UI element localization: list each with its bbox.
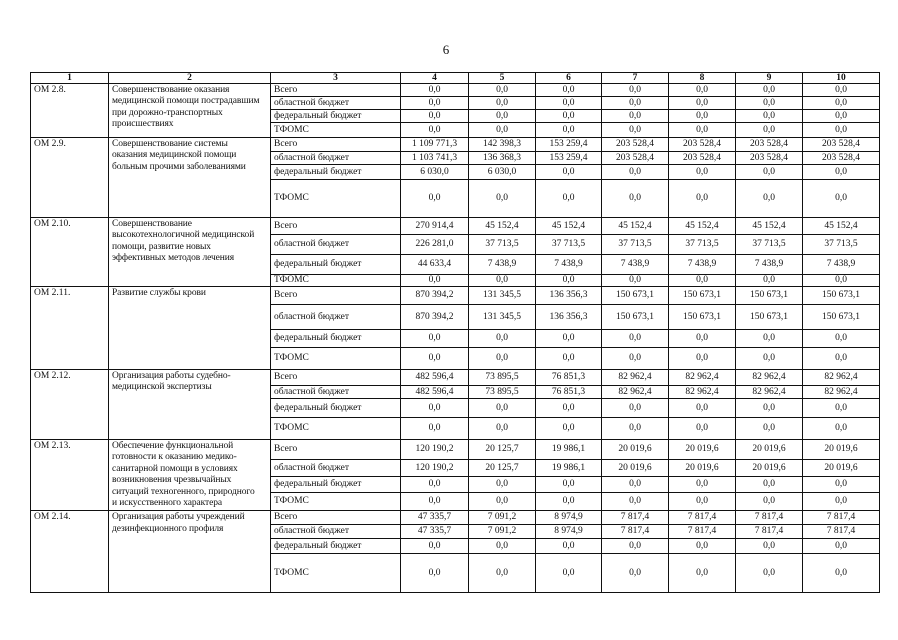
measure-title-line: происшествиях xyxy=(112,119,174,130)
value-cell: 37 713,5 xyxy=(669,235,736,255)
value-cell: 73 895,5 xyxy=(469,386,536,399)
value-cell: 0,0 xyxy=(536,275,602,287)
value-cell: 0,0 xyxy=(469,275,536,287)
measure-title-line: Совершенствование xyxy=(112,219,192,229)
value-cell: 0,0 xyxy=(536,180,602,218)
value-cell: 0,0 xyxy=(669,180,736,218)
funding-source-label: областной бюджет xyxy=(271,97,401,110)
value-cell: 45 152,4 xyxy=(469,218,536,235)
header-cell-2: 2 xyxy=(109,73,271,84)
value-cell: 0,0 xyxy=(803,348,880,370)
value-cell: 153 259,4 xyxy=(536,152,602,165)
funding-source-label: Всего xyxy=(271,138,401,152)
measure-code: ОМ 2.8. xyxy=(31,84,109,138)
measure-title-line: Совершенствование системы xyxy=(112,139,228,149)
value-cell: 0,0 xyxy=(736,180,803,218)
header-cell-7: 7 xyxy=(602,73,669,84)
value-cell: 0,0 xyxy=(602,180,669,218)
value-cell: 120 190,2 xyxy=(401,460,469,476)
value-cell: 0,0 xyxy=(536,348,602,370)
value-cell: 226 281,0 xyxy=(401,235,469,255)
value-cell: 0,0 xyxy=(536,554,602,593)
value-cell: 76 851,3 xyxy=(536,370,602,386)
header-cell-4: 4 xyxy=(401,73,469,84)
value-cell: 0,0 xyxy=(469,348,536,370)
funding-source-label: федеральный бюджет xyxy=(271,330,401,348)
value-cell: 0,0 xyxy=(803,493,880,511)
value-cell: 870 394,2 xyxy=(401,305,469,330)
measure-title-line: медицинской помощи пострадавшим xyxy=(112,96,260,107)
value-cell: 0,0 xyxy=(401,348,469,370)
measure-title-line: и искусственного характера xyxy=(112,498,222,509)
measure-title-line: медицинской экспертизы xyxy=(112,382,212,393)
funding-source-label: федеральный бюджет xyxy=(271,539,401,554)
funding-source-label: областной бюджет xyxy=(271,305,401,330)
value-cell: 20 019,6 xyxy=(602,440,669,460)
measure-title-line: Развитие службы крови xyxy=(112,288,206,298)
funding-source-label: ТФОМС xyxy=(271,554,401,593)
measure-title xyxy=(109,511,271,593)
funding-source-label: федеральный бюджет xyxy=(271,110,401,123)
value-cell: 0,0 xyxy=(803,418,880,440)
funding-source-label: областной бюджет xyxy=(271,386,401,399)
value-cell: 0,0 xyxy=(669,418,736,440)
value-cell: 0,0 xyxy=(736,493,803,511)
value-cell: 150 673,1 xyxy=(803,287,880,305)
value-cell: 37 713,5 xyxy=(469,235,536,255)
value-cell: 0,0 xyxy=(602,554,669,593)
value-cell: 44 633,4 xyxy=(401,255,469,275)
value-cell: 0,0 xyxy=(669,110,736,123)
value-cell: 0,0 xyxy=(536,399,602,418)
value-cell: 82 962,4 xyxy=(669,370,736,386)
value-cell: 0,0 xyxy=(669,348,736,370)
value-cell: 20 019,6 xyxy=(669,440,736,460)
value-cell: 0,0 xyxy=(536,97,602,110)
value-cell: 0,0 xyxy=(602,330,669,348)
value-cell: 0,0 xyxy=(401,123,469,138)
value-cell: 0,0 xyxy=(803,165,880,180)
table-row xyxy=(31,287,880,305)
value-cell: 0,0 xyxy=(669,123,736,138)
measure-code: ОМ 2.13. xyxy=(31,440,109,511)
measure-title-line: дезинфекционного профиля xyxy=(112,523,224,534)
value-cell: 0,0 xyxy=(602,348,669,370)
value-cell: 0,0 xyxy=(669,476,736,492)
measure-title-line: санитарной помощи в условиях xyxy=(112,463,238,474)
value-cell: 6 030,0 xyxy=(469,165,536,180)
value-cell: 0,0 xyxy=(736,418,803,440)
value-cell: 0,0 xyxy=(803,97,880,110)
value-cell: 0,0 xyxy=(536,330,602,348)
value-cell: 82 962,4 xyxy=(803,386,880,399)
value-cell: 37 713,5 xyxy=(602,235,669,255)
funding-source-label: Всего xyxy=(271,287,401,305)
value-cell: 203 528,4 xyxy=(602,138,669,152)
value-cell: 1 103 741,3 xyxy=(401,152,469,165)
value-cell: 153 259,4 xyxy=(536,138,602,152)
measure-code: ОМ 2.12. xyxy=(31,370,109,440)
value-cell: 0,0 xyxy=(469,84,536,97)
funding-source-label: ТФОМС xyxy=(271,180,401,218)
measure-title xyxy=(109,138,271,218)
value-cell: 0,0 xyxy=(536,165,602,180)
value-cell: 136 356,3 xyxy=(536,305,602,330)
value-cell: 0,0 xyxy=(602,123,669,138)
value-cell: 0,0 xyxy=(602,539,669,554)
measure-title xyxy=(109,440,271,511)
value-cell: 0,0 xyxy=(401,180,469,218)
value-cell: 0,0 xyxy=(469,97,536,110)
value-cell: 136 356,3 xyxy=(536,287,602,305)
table-row xyxy=(31,511,880,525)
value-cell: 1 109 771,3 xyxy=(401,138,469,152)
value-cell: 0,0 xyxy=(669,554,736,593)
value-cell: 20 019,6 xyxy=(803,460,880,476)
value-cell: 7 438,9 xyxy=(803,255,880,275)
value-cell: 45 152,4 xyxy=(536,218,602,235)
table-row xyxy=(31,84,880,97)
header-cell-6: 6 xyxy=(536,73,602,84)
value-cell: 0,0 xyxy=(803,123,880,138)
value-cell: 45 152,4 xyxy=(602,218,669,235)
value-cell: 45 152,4 xyxy=(803,218,880,235)
value-cell: 0,0 xyxy=(401,399,469,418)
value-cell: 150 673,1 xyxy=(602,305,669,330)
value-cell: 0,0 xyxy=(736,165,803,180)
value-cell: 0,0 xyxy=(803,476,880,492)
value-cell: 0,0 xyxy=(536,476,602,492)
value-cell: 7 438,9 xyxy=(602,255,669,275)
value-cell: 20 019,6 xyxy=(669,460,736,476)
funding-source-label: областной бюджет xyxy=(271,460,401,476)
measure-code: ОМ 2.11. xyxy=(31,287,109,370)
value-cell: 0,0 xyxy=(469,123,536,138)
value-cell: 0,0 xyxy=(736,539,803,554)
funding-source-label: федеральный бюджет xyxy=(271,165,401,180)
value-cell: 0,0 xyxy=(536,539,602,554)
funding-source-label: Всего xyxy=(271,84,401,97)
header-cell-10: 10 xyxy=(803,73,880,84)
value-cell: 82 962,4 xyxy=(803,370,880,386)
value-cell: 7 438,9 xyxy=(536,255,602,275)
value-cell: 0,0 xyxy=(669,84,736,97)
value-cell: 7 438,9 xyxy=(736,255,803,275)
value-cell: 0,0 xyxy=(736,476,803,492)
funding-source-label: областной бюджет xyxy=(271,152,401,165)
funding-source-label: областной бюджет xyxy=(271,525,401,539)
value-cell: 0,0 xyxy=(669,165,736,180)
table-row xyxy=(31,440,880,460)
measure-title-line: больным прочими заболеваниями xyxy=(112,161,246,172)
value-cell: 82 962,4 xyxy=(602,370,669,386)
value-cell: 120 190,2 xyxy=(401,440,469,460)
value-cell: 0,0 xyxy=(469,539,536,554)
value-cell: 0,0 xyxy=(669,275,736,287)
measure-title-line: эффективных методов лечения xyxy=(112,253,235,264)
value-cell: 131 345,5 xyxy=(469,305,536,330)
value-cell: 0,0 xyxy=(401,84,469,97)
value-cell: 150 673,1 xyxy=(736,287,803,305)
value-cell: 82 962,4 xyxy=(602,386,669,399)
value-cell: 0,0 xyxy=(401,476,469,492)
value-cell: 0,0 xyxy=(401,330,469,348)
value-cell: 7 817,4 xyxy=(803,511,880,525)
page-number: 6 xyxy=(442,42,450,57)
value-cell: 7 091,2 xyxy=(469,525,536,539)
funding-source-label: ТФОМС xyxy=(271,275,401,287)
value-cell: 203 528,4 xyxy=(669,152,736,165)
value-cell: 0,0 xyxy=(669,399,736,418)
value-cell: 82 962,4 xyxy=(736,370,803,386)
funding-source-label: федеральный бюджет xyxy=(271,399,401,418)
value-cell: 0,0 xyxy=(469,330,536,348)
value-cell: 0,0 xyxy=(401,493,469,511)
value-cell: 7 817,4 xyxy=(669,511,736,525)
value-cell: 0,0 xyxy=(736,399,803,418)
funding-source-label: областной бюджет xyxy=(271,235,401,255)
table-row xyxy=(31,370,880,386)
funding-source-label: Всего xyxy=(271,440,401,460)
measure-title xyxy=(109,218,271,287)
value-cell: 0,0 xyxy=(401,539,469,554)
measure-title xyxy=(109,287,271,370)
value-cell: 7 817,4 xyxy=(803,525,880,539)
value-cell: 0,0 xyxy=(803,399,880,418)
measure-title-line: Организация работы учреждений xyxy=(112,512,245,523)
value-cell: 0,0 xyxy=(469,476,536,492)
value-cell: 0,0 xyxy=(736,84,803,97)
value-cell: 0,0 xyxy=(736,123,803,138)
value-cell: 8 974,9 xyxy=(536,511,602,525)
value-cell: 203 528,4 xyxy=(736,138,803,152)
value-cell: 7 438,9 xyxy=(469,255,536,275)
value-cell: 7 817,4 xyxy=(669,525,736,539)
table-row xyxy=(31,138,880,152)
value-cell: 0,0 xyxy=(736,348,803,370)
value-cell: 0,0 xyxy=(401,418,469,440)
value-cell: 0,0 xyxy=(401,554,469,593)
value-cell: 142 398,3 xyxy=(469,138,536,152)
value-cell: 0,0 xyxy=(469,418,536,440)
measure-code: ОМ 2.10. xyxy=(31,218,109,287)
value-cell: 0,0 xyxy=(536,110,602,123)
value-cell: 0,0 xyxy=(803,330,880,348)
value-cell: 0,0 xyxy=(536,84,602,97)
financing-table xyxy=(30,72,880,593)
value-cell: 0,0 xyxy=(736,330,803,348)
value-cell: 0,0 xyxy=(536,123,602,138)
value-cell: 20 125,7 xyxy=(469,440,536,460)
value-cell: 47 335,7 xyxy=(401,511,469,525)
value-cell: 19 986,1 xyxy=(536,440,602,460)
value-cell: 37 713,5 xyxy=(803,235,880,255)
funding-source-label: федеральный бюджет xyxy=(271,255,401,275)
value-cell: 20 125,7 xyxy=(469,460,536,476)
value-cell: 131 345,5 xyxy=(469,287,536,305)
value-cell: 0,0 xyxy=(401,275,469,287)
value-cell: 0,0 xyxy=(602,165,669,180)
value-cell: 203 528,4 xyxy=(803,152,880,165)
value-cell: 0,0 xyxy=(803,275,880,287)
value-cell: 45 152,4 xyxy=(736,218,803,235)
header-cell-1: 1 xyxy=(31,73,109,84)
value-cell: 0,0 xyxy=(803,110,880,123)
measure-title-line: при дорожно-транспортных xyxy=(112,107,223,118)
value-cell: 150 673,1 xyxy=(669,305,736,330)
funding-source-label: ТФОМС xyxy=(271,418,401,440)
header-cell-5: 5 xyxy=(469,73,536,84)
value-cell: 20 019,6 xyxy=(736,440,803,460)
value-cell: 0,0 xyxy=(669,493,736,511)
value-cell: 0,0 xyxy=(602,476,669,492)
value-cell: 6 030,0 xyxy=(401,165,469,180)
value-cell: 150 673,1 xyxy=(803,305,880,330)
value-cell: 0,0 xyxy=(736,554,803,593)
header-cell-3: 3 xyxy=(271,73,401,84)
value-cell: 0,0 xyxy=(669,539,736,554)
measure-title-line: возникновения чрезвычайных xyxy=(112,475,232,486)
measure-code: ОМ 2.9. xyxy=(31,138,109,218)
value-cell: 8 974,9 xyxy=(536,525,602,539)
measure-title-line: Совершенствование оказания xyxy=(112,85,230,95)
measure-title-line: готовности к оказанию медико- xyxy=(112,452,237,463)
value-cell: 0,0 xyxy=(602,84,669,97)
value-cell: 20 019,6 xyxy=(736,460,803,476)
value-cell: 203 528,4 xyxy=(803,138,880,152)
value-cell: 203 528,4 xyxy=(669,138,736,152)
value-cell: 0,0 xyxy=(602,493,669,511)
value-cell: 270 914,4 xyxy=(401,218,469,235)
measure-code: ОМ 2.14. xyxy=(31,511,109,593)
funding-source-label: ТФОМС xyxy=(271,348,401,370)
header-cell-8: 8 xyxy=(669,73,736,84)
value-cell: 0,0 xyxy=(669,97,736,110)
value-cell: 150 673,1 xyxy=(602,287,669,305)
value-cell: 0,0 xyxy=(736,110,803,123)
value-cell: 82 962,4 xyxy=(669,386,736,399)
value-cell: 0,0 xyxy=(803,539,880,554)
value-cell: 0,0 xyxy=(469,180,536,218)
measure-title xyxy=(109,84,271,138)
measure-title-line: высокотехнологичной медицинской xyxy=(112,230,255,241)
value-cell: 0,0 xyxy=(469,554,536,593)
value-cell: 0,0 xyxy=(469,110,536,123)
value-cell: 7 438,9 xyxy=(669,255,736,275)
value-cell: 0,0 xyxy=(401,110,469,123)
value-cell: 150 673,1 xyxy=(669,287,736,305)
funding-source-label: федеральный бюджет xyxy=(271,476,401,492)
measure-title-line: оказания медицинской помощи xyxy=(112,150,237,161)
measure-title-line: помощи, развитие новых xyxy=(112,241,211,252)
value-cell: 19 986,1 xyxy=(536,460,602,476)
value-cell: 0,0 xyxy=(736,275,803,287)
value-cell: 482 596,4 xyxy=(401,370,469,386)
value-cell: 7 817,4 xyxy=(736,511,803,525)
value-cell: 482 596,4 xyxy=(401,386,469,399)
measure-title-line: Обеспечение функциональной xyxy=(112,441,234,451)
value-cell: 0,0 xyxy=(803,84,880,97)
value-cell: 0,0 xyxy=(536,418,602,440)
value-cell: 37 713,5 xyxy=(736,235,803,255)
header-row xyxy=(31,73,880,84)
value-cell: 0,0 xyxy=(803,180,880,218)
value-cell: 7 817,4 xyxy=(602,511,669,525)
value-cell: 0,0 xyxy=(602,275,669,287)
value-cell: 82 962,4 xyxy=(736,386,803,399)
funding-source-label: ТФОМС xyxy=(271,123,401,138)
value-cell: 20 019,6 xyxy=(602,460,669,476)
value-cell: 45 152,4 xyxy=(669,218,736,235)
value-cell: 203 528,4 xyxy=(602,152,669,165)
value-cell: 136 368,3 xyxy=(469,152,536,165)
value-cell: 7 817,4 xyxy=(736,525,803,539)
value-cell: 0,0 xyxy=(469,399,536,418)
value-cell: 0,0 xyxy=(669,330,736,348)
value-cell: 0,0 xyxy=(602,418,669,440)
value-cell: 37 713,5 xyxy=(536,235,602,255)
value-cell: 150 673,1 xyxy=(736,305,803,330)
measure-title-line: ситуаций техногенного, природного xyxy=(112,486,255,497)
value-cell: 73 895,5 xyxy=(469,370,536,386)
funding-source-label: Всего xyxy=(271,370,401,386)
value-cell: 76 851,3 xyxy=(536,386,602,399)
measure-title-line: Организация работы судебно- xyxy=(112,371,231,381)
value-cell: 0,0 xyxy=(736,97,803,110)
value-cell: 0,0 xyxy=(602,97,669,110)
funding-source-label: ТФОМС xyxy=(271,493,401,511)
measure-title xyxy=(109,370,271,440)
table-row xyxy=(31,218,880,235)
header-cell-9: 9 xyxy=(736,73,803,84)
value-cell: 7 091,2 xyxy=(469,511,536,525)
funding-source-label: Всего xyxy=(271,511,401,525)
table-body xyxy=(31,73,880,593)
value-cell: 0,0 xyxy=(469,493,536,511)
value-cell: 870 394,2 xyxy=(401,287,469,305)
value-cell: 0,0 xyxy=(536,493,602,511)
value-cell: 0,0 xyxy=(602,399,669,418)
value-cell: 0,0 xyxy=(401,97,469,110)
value-cell: 203 528,4 xyxy=(736,152,803,165)
value-cell: 20 019,6 xyxy=(803,440,880,460)
value-cell: 0,0 xyxy=(602,110,669,123)
value-cell: 47 335,7 xyxy=(401,525,469,539)
value-cell: 0,0 xyxy=(803,554,880,593)
funding-source-label: Всего xyxy=(271,218,401,235)
value-cell: 7 817,4 xyxy=(602,525,669,539)
